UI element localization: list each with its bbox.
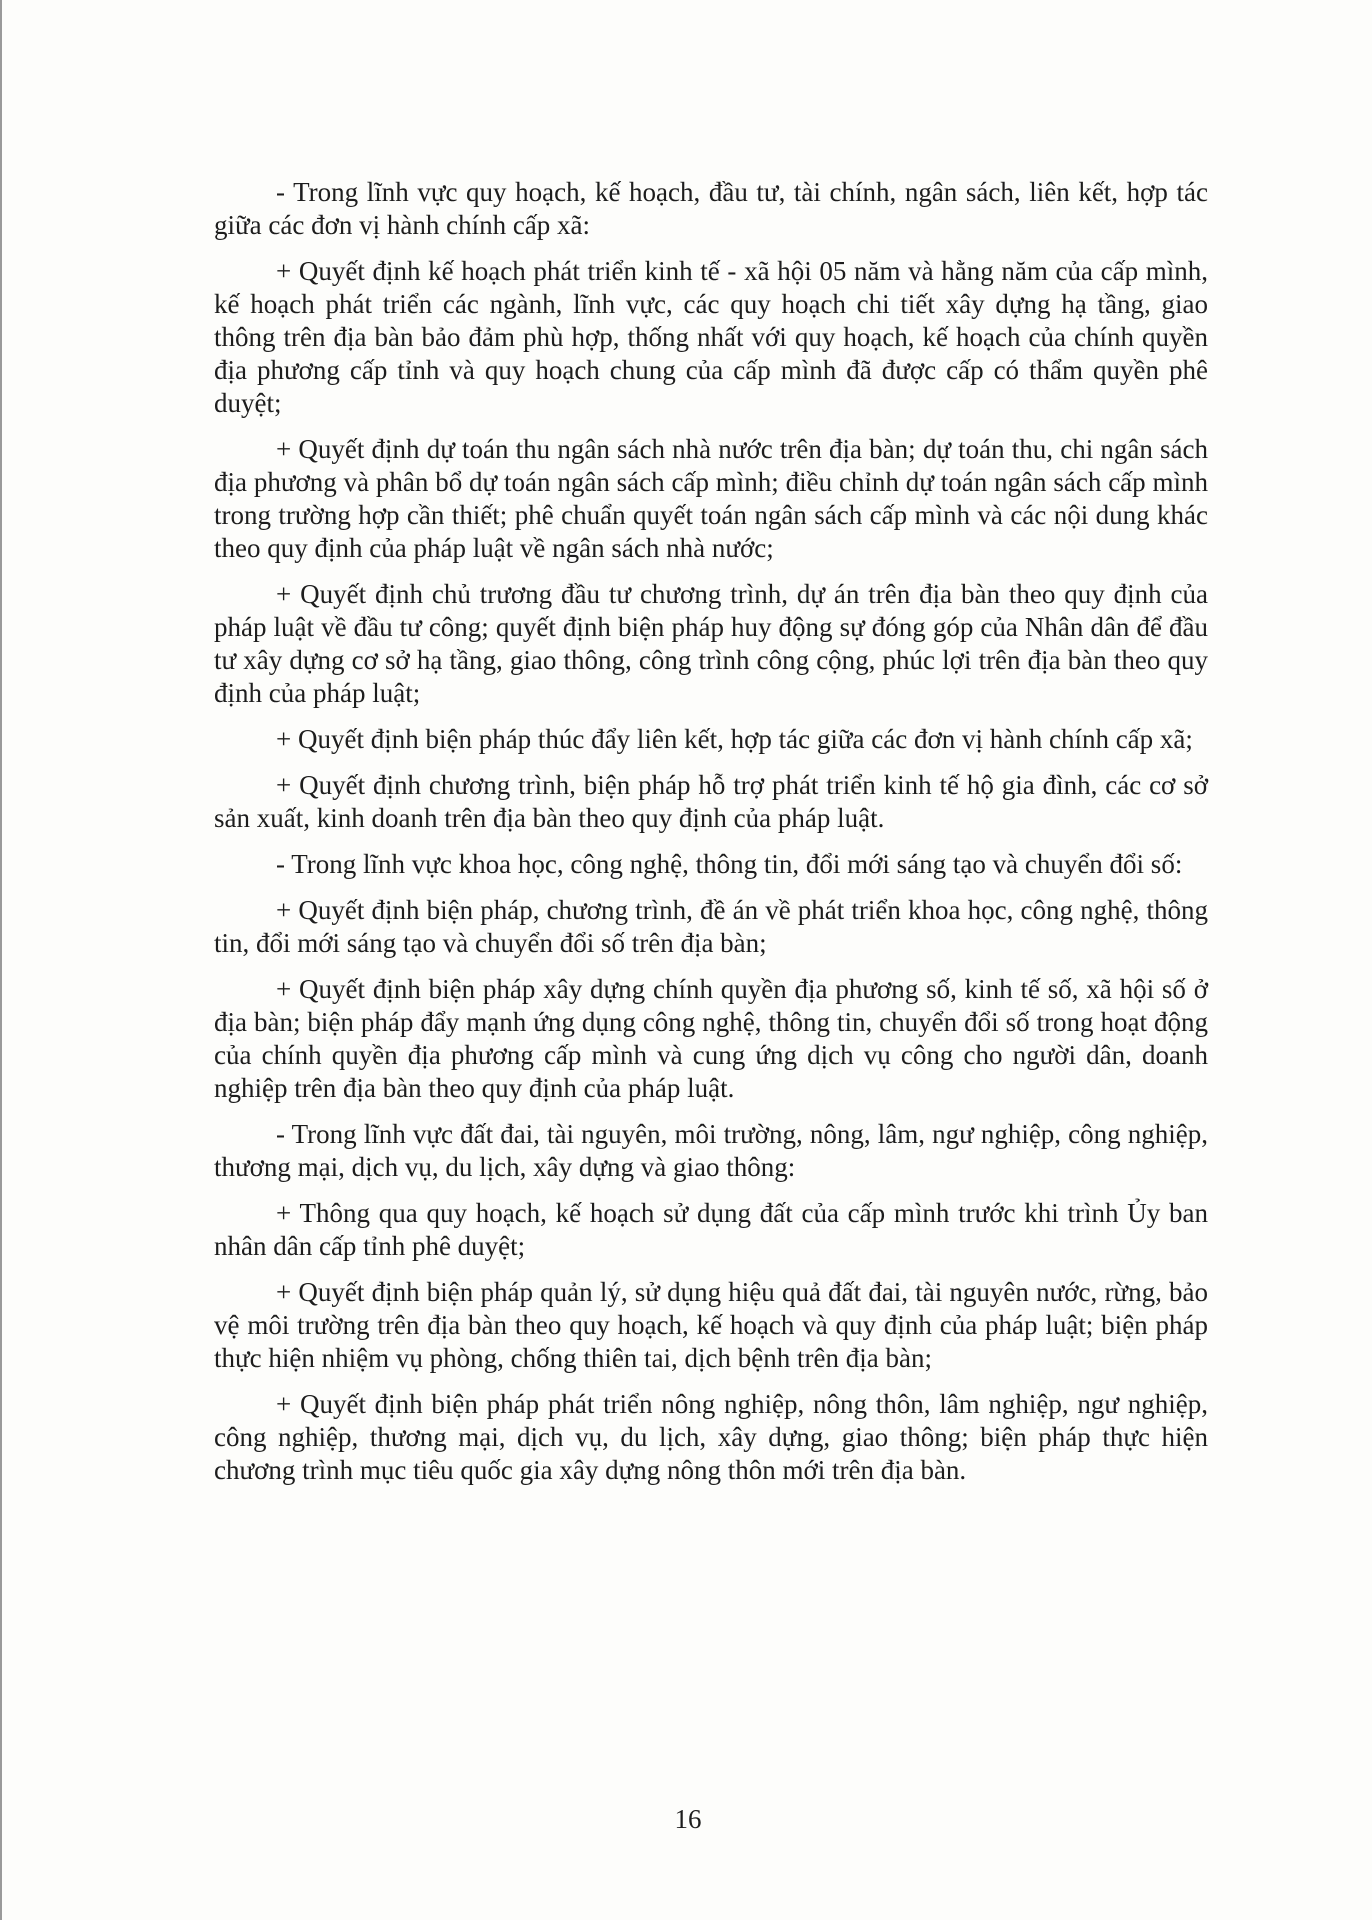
paragraph-digital-government: + Quyết định biện pháp xây dựng chính quyền địa phương số, kinh tế số, xã hội số ở địa bàn; biện pháp đẩy mạnh ứng dụng công nghệ, thông tin, chuyển đổi số trong hoạt động của chính quyền địa phương cấp mình và cung ứng dịch vụ công cho người dân, doanh nghiệp trên địa bàn theo quy định của pháp luật. [214, 974, 1208, 1103]
paragraph-budget-estimate: + Quyết định dự toán thu ngân sách nhà nước trên địa bàn; dự toán thu, chi ngân sách địa phương và phân bổ dự toán ngân sách cấp mình; điều chỉnh dự toán ngân sách cấp mình trong trường hợp cần thiết; phê chuẩn quyết toán ngân sách cấp mình và các nội dung khác theo quy định của pháp luật về ngân sách nhà nước; [214, 434, 1208, 563]
paragraph-science-heading: - Trong lĩnh vực khoa học, công nghệ, thông tin, đổi mới sáng tạo và chuyển đổi số: [276, 849, 1183, 879]
paragraph-cooperation: + Quyết định biện pháp thúc đẩy liên kết, hợp tác giữa các đơn vị hành chính cấp xã; [276, 724, 1193, 754]
page-number: 16 [674, 1804, 702, 1834]
paragraph-investment-policy: + Quyết định chủ trương đầu tư chương trình, dự án trên địa bàn theo quy định của pháp luật về đầu tư công; quyết định biện pháp huy động sự đóng góp của Nhân dân để đầu tư xây dựng cơ sở hạ tầng, giao thông, công trình công cộng, phúc lợi trên địa bàn theo quy định của pháp luật; [214, 579, 1208, 708]
paragraph-resource-management: + Quyết định biện pháp quản lý, sử dụng hiệu quả đất đai, tài nguyên nước, rừng, bảo vệ môi trường trên địa bàn theo quy hoạch, kế hoạch và quy định của pháp luật; biện pháp thực hiện nhiệm vụ phòng, chống thiên tai, dịch bệnh trên địa bàn; [214, 1277, 1208, 1373]
paragraph-socioeconomic-plan: + Quyết định kế hoạch phát triển kinh tế - xã hội 05 năm và hằng năm của cấp mình, kế hoạch phát triển các ngành, lĩnh vực, các quy hoạch chi tiết xây dựng hạ tầng, giao thông trên địa bàn bảo đảm phù hợp, thống nhất với quy hoạch, kế hoạch của chính quyền địa phương cấp tỉnh và quy hoạch chung của cấp mình đã được cấp có thẩm quyền phê duyệt; [214, 256, 1208, 418]
paragraph-land-use-plan: + Thông qua quy hoạch, kế hoạch sử dụng đất của cấp mình trước khi trình Ủy ban nhân dân cấp tỉnh phê duyệt; [214, 1198, 1208, 1261]
paragraph-rural-development: + Quyết định biện pháp phát triển nông nghiệp, nông thôn, lâm nghiệp, ngư nghiệp, công nghiệp, thương mại, dịch vụ, du lịch, xây dựng, giao thông; biện pháp thực hiện chương trình mục tiêu quốc gia xây dựng nông thôn mới trên địa bàn. [214, 1389, 1208, 1485]
document-body [214, 176, 1208, 1500]
paragraph-household-economy: + Quyết định chương trình, biện pháp hỗ trợ phát triển kinh tế hộ gia đình, các cơ sở sản xuất, kinh doanh trên địa bàn theo quy định của pháp luật. [214, 770, 1208, 833]
paragraph-planning-heading: - Trong lĩnh vực quy hoạch, kế hoạch, đầu tư, tài chính, ngân sách, liên kết, hợp tác giữa các đơn vị hành chính cấp xã: [214, 177, 1208, 240]
paragraph-land-heading: - Trong lĩnh vực đất đai, tài nguyên, môi trường, nông, lâm, ngư nghiệp, công nghiệp, thương mại, dịch vụ, du lịch, xây dựng và giao thông: [214, 1119, 1208, 1182]
paragraph-science-programs: + Quyết định biện pháp, chương trình, đề án về phát triển khoa học, công nghệ, thông tin, đổi mới sáng tạo và chuyển đổi số trên địa bàn; [214, 895, 1208, 958]
